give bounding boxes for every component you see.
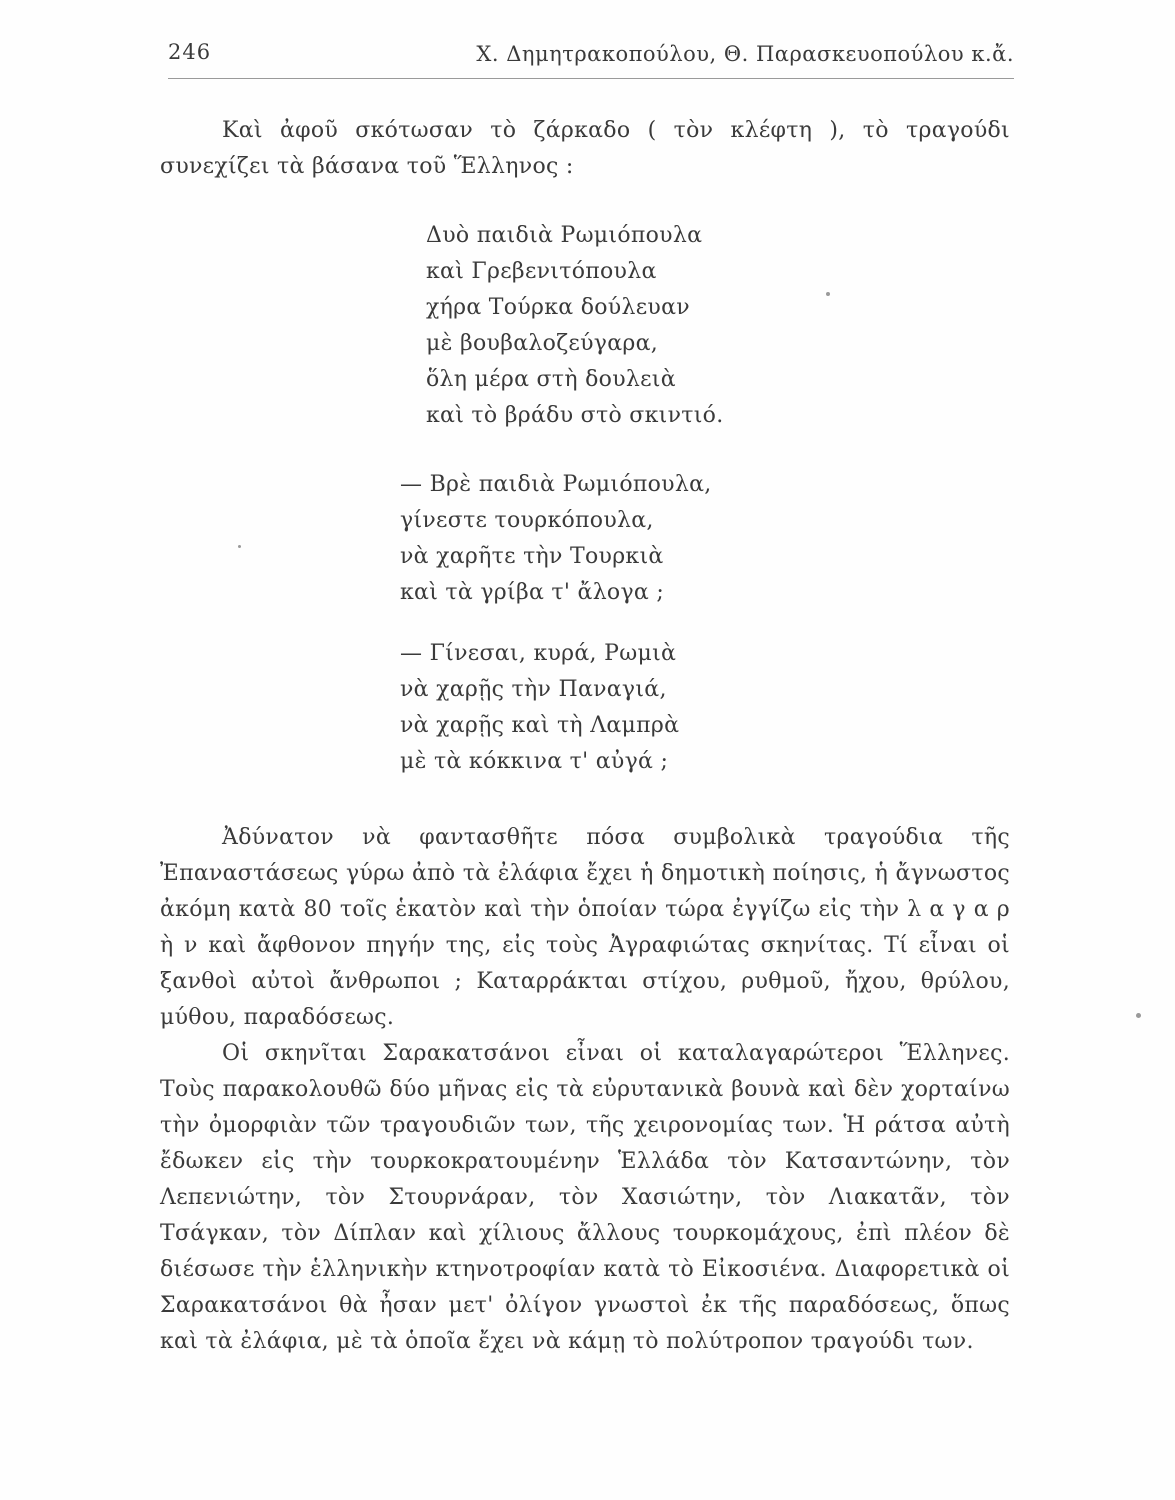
running-head: Χ. Δημητρακοπούλου, Θ. Παρασκευοπούλου κ.ἄ.: [476, 42, 1014, 66]
page-header: [168, 40, 1014, 79]
verse-line: μὲ τὰ κόκκινα τ' αὐγά ;: [400, 749, 669, 774]
verse-line: γίνεστε τουρκόπουλα,: [400, 508, 654, 533]
verse-line: νὰ χαρῇς τὴν Παναγιά,: [400, 677, 667, 702]
body-paragraph: Ἀδύνατον νὰ φαντασθῆτε πόσα συμβολικὰ τραγούδια τῆς Ἐπαναστάσεως γύρω ἀπὸ τὰ ἐλάφια ἔχει ἡ δημοτικὴ ποίησις, ἡ ἄγνωστος ἀκόμη κατὰ 80 τοῖς ἑκατὸν καὶ τὴν ὁποίαν τώρα ἐγγίζω εἰς τὴν λ α γ α ρ ὴ ν καὶ ἄφθονον πηγήν της, εἰς τοὺς Ἀγραφιώτας σκηνίτας. Τί εἶναι οἱ ξανθοὶ αὐτοὶ ἄνθρωποι ; Καταρράκται στίχου, ρυθμοῦ, ἤχου, θρύλου, μύθου, παραδόσεως.: [160, 825, 1010, 1030]
verse-line: καὶ τὸ βράδυ στὸ σκιντιό.: [426, 403, 724, 428]
verse-line: — Βρὲ παιδιὰ Ρωμιόπουλα,: [400, 472, 712, 497]
poem-stanza-3: [400, 636, 679, 780]
body-paragraph: Οἱ σκηνῖται Σαρακατσάνοι εἶναι οἱ καταλαγαρώτεροι Ἕλληνες. Τοὺς παρακολουθῶ δύο μῆνας εἰς τὰ εὐρυτανικὰ βουνὰ καὶ δὲν χορταίνω τὴν ὀμορφιὰν τῶν τραγουδιῶν των, τῆς χειρονομίας των. Ἡ ράτσα αὐτὴ ἔδωκεν εἰς τὴν τουρκοκρατουμένην Ἑλλάδα τὸν Κατσαντώνην, τὸν Λεπενιώτην, τὸν Στουρνάραν, τὸν Χασιώτην, τὸν Λιακατᾶν, τὸν Τσάγκαν, τὸν Δίπλαν καὶ χίλιους ἄλλους τουρκομάχους, ἐπὶ πλέον δὲ διέσωσε τὴν ἑλληνικὴν κτηνοτροφίαν κατὰ τὸ Εἰκοσιένα. Διαφορετικὰ οἱ Σαρακατσάνοι θὰ ἦσαν μετ' ὀλίγον γνωστοὶ ἐκ τῆς παραδόσεως, ὅπως καὶ τὰ ἐλάφια, μὲ τὰ ὁποῖα ἔχει νὰ κάμῃ τὸ πολύτροπον τραγούδι των.: [160, 1041, 1010, 1354]
verse-line: — Γίνεσαι, κυρά, Ρωμιὰ: [400, 641, 677, 666]
intro-paragraph-block: [160, 113, 1010, 185]
verse-line: μὲ βουβαλοζεύγαρα,: [426, 331, 659, 356]
verse-line: Δυὸ παιδιὰ Ρωμιόπουλα: [426, 223, 703, 248]
page-number: 246: [168, 40, 212, 64]
poem-stanza-1: [426, 218, 724, 434]
intro-paragraph: Καὶ ἀφοῦ σκότωσαν τὸ ζάρκαδο ( τὸν κλέφτη ), τὸ τραγούδι συνεχίζει τὰ βάσανα τοῦ Ἕλληνος :: [160, 118, 1010, 179]
verse-line: ὅλη μέρα στὴ δουλειὰ: [426, 367, 676, 392]
poem-stanza-2: [400, 467, 712, 611]
verse-line: καὶ Γρεβενιτόπουλα: [426, 259, 657, 284]
verse-line: χήρα Τούρκα δούλευαν: [426, 295, 690, 320]
body-text: [160, 820, 1010, 1360]
verse-line: καὶ τὰ γρίβα τ' ἄλογα ;: [400, 580, 665, 605]
scan-speck: [1136, 1013, 1141, 1018]
scan-speck: [826, 292, 830, 296]
verse-line: νὰ χαρῇς καὶ τὴ Λαμπρὰ: [400, 713, 680, 738]
verse-line: νὰ χαρῆτε τὴν Τουρκιὰ: [400, 544, 664, 569]
scan-speck: [238, 545, 241, 548]
